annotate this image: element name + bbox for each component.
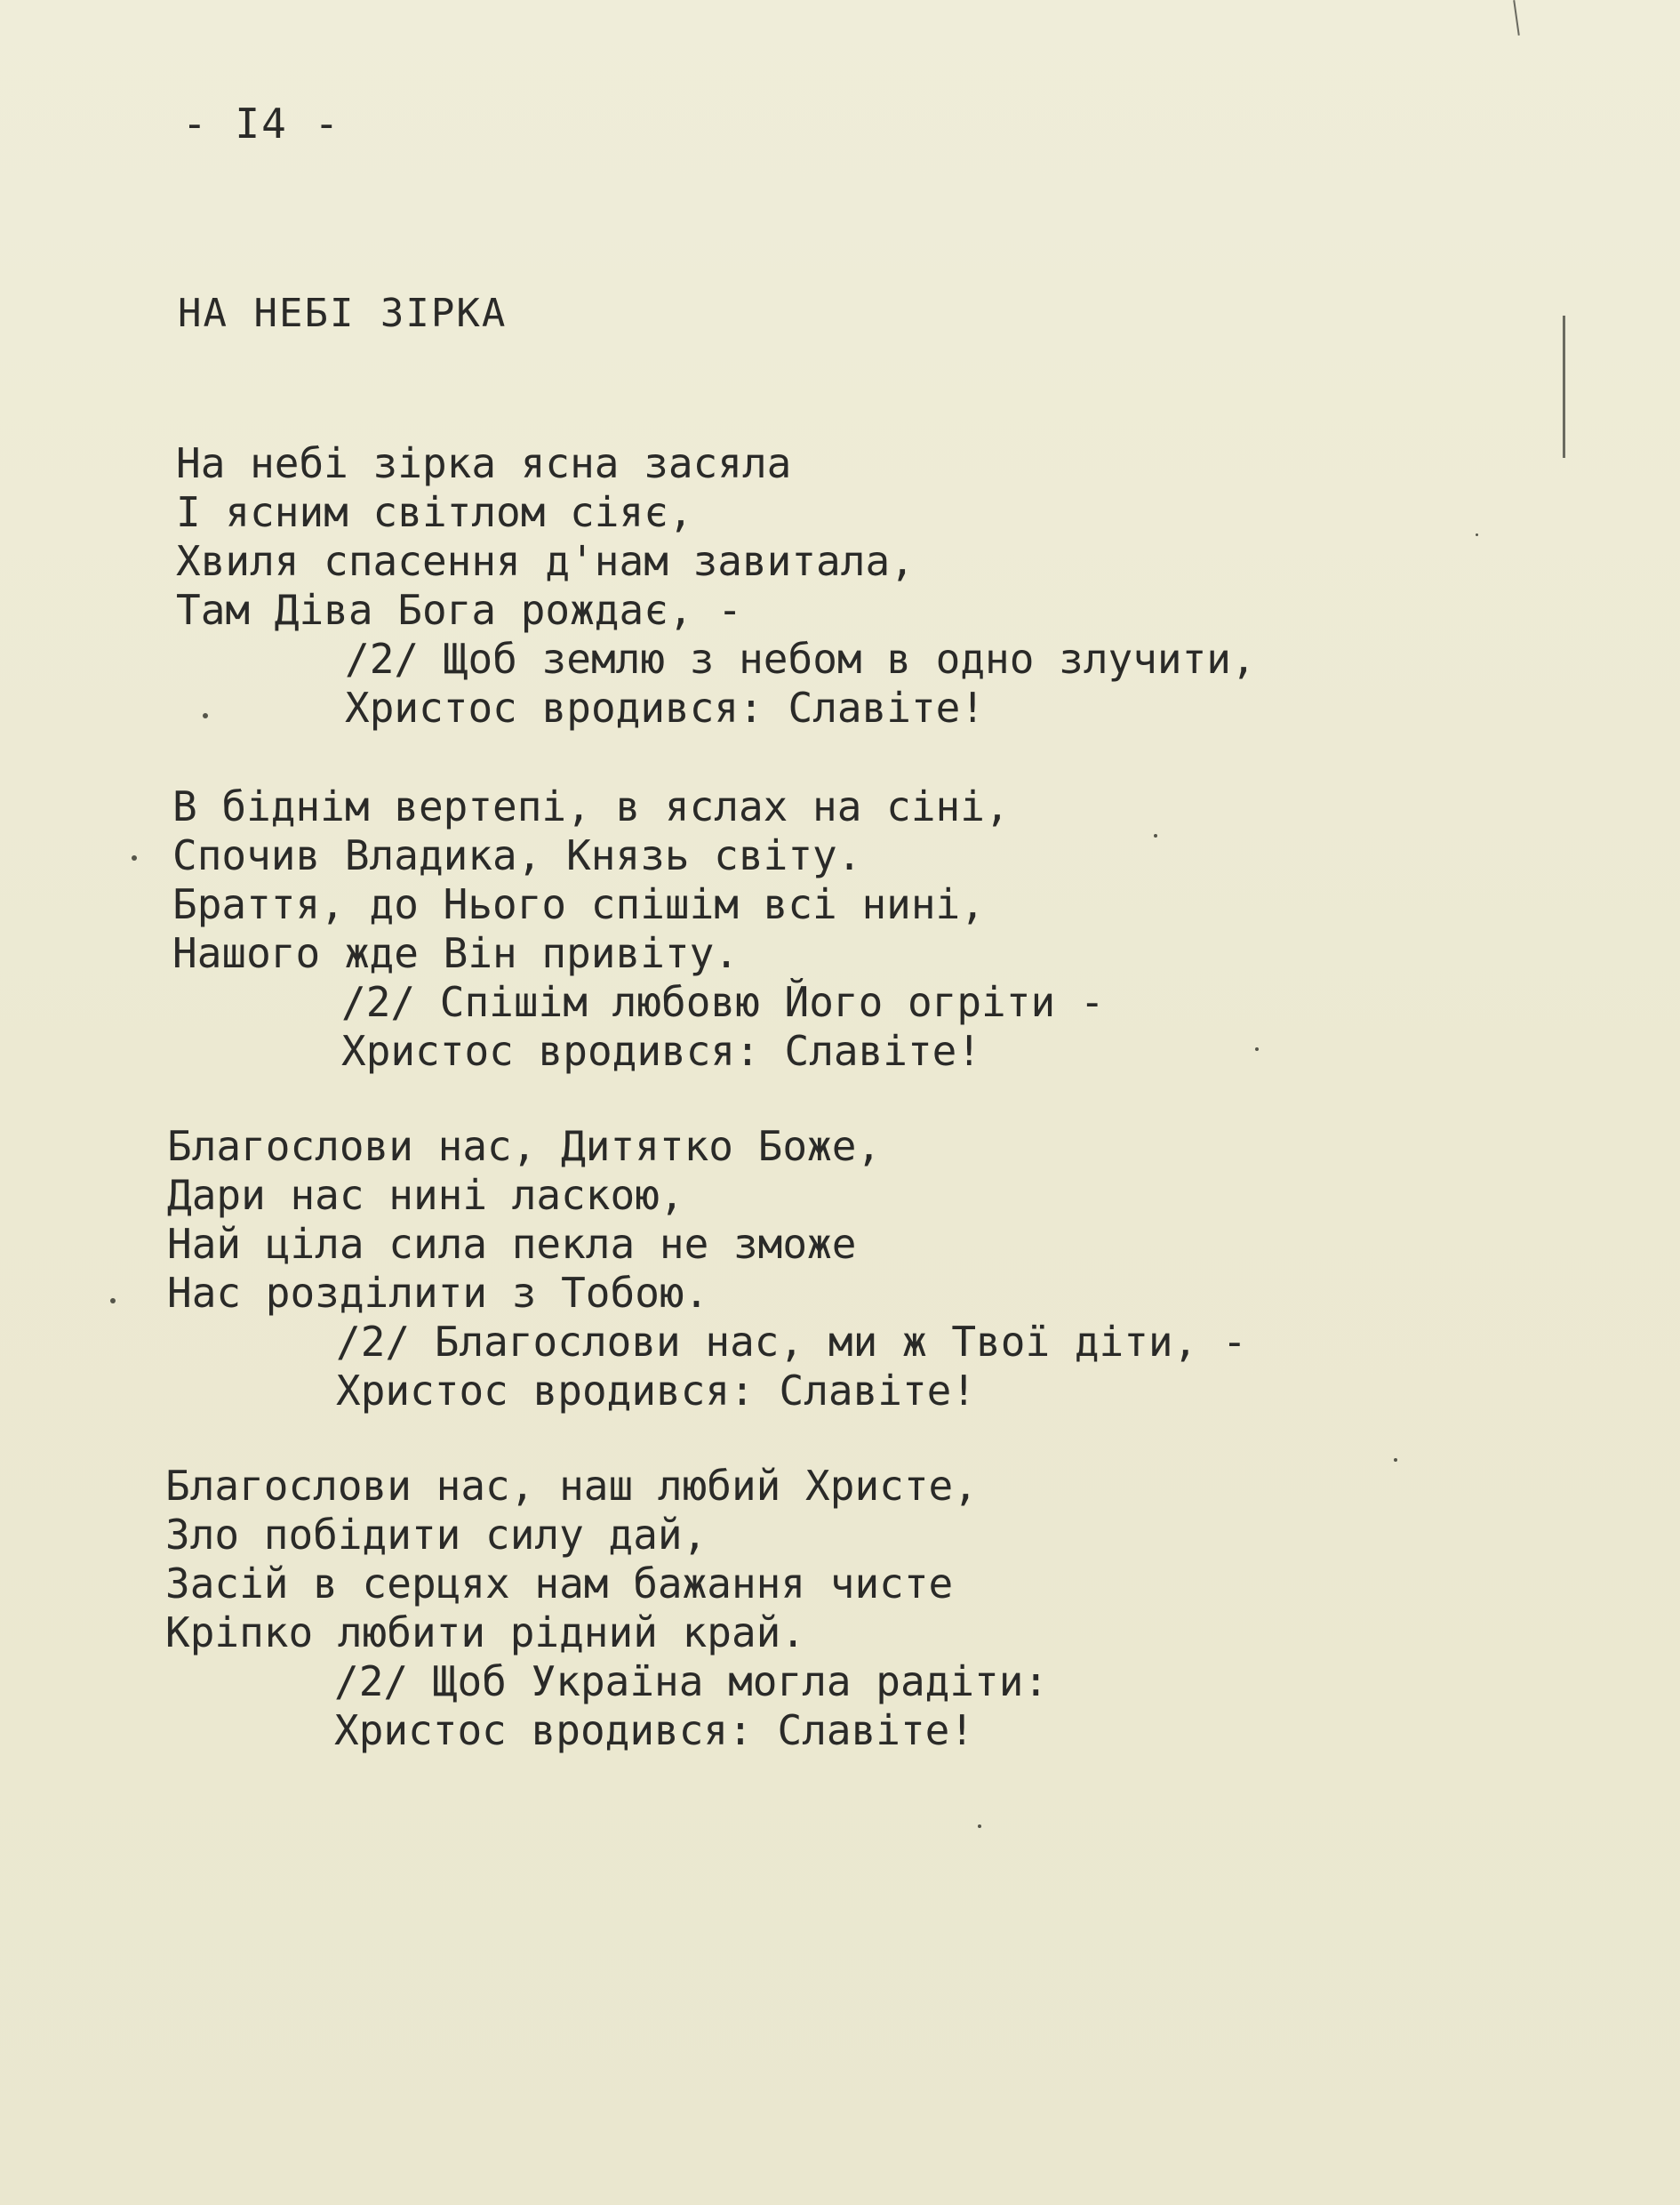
paper-speck — [132, 855, 137, 861]
verse-line: В біднім вертепі, в яслах на сіні, — [172, 782, 1010, 830]
refrain-line: Христос вродився: Славіте! — [345, 684, 986, 732]
refrain-line: /2/ Щоб Україна могла радіти: — [334, 1657, 1049, 1705]
paper-speck — [110, 1298, 116, 1303]
verse-line: Най ціла сила пекла не зможе — [167, 1220, 857, 1268]
verse-line: Нашого жде Він привіту. — [172, 929, 739, 977]
verse-line: І ясним світлом сіяє, — [176, 488, 693, 536]
verse-line: Дари нас нині ласкою, — [167, 1171, 684, 1219]
paper-speck — [1255, 1047, 1259, 1051]
verse-line: Засій в серцях нам бажання чисте — [165, 1560, 954, 1608]
paper-edge-mark — [1563, 316, 1565, 458]
paper-speck — [978, 1824, 981, 1828]
stanza-4 — [165, 1462, 1048, 1755]
verse-line: Нас розділити з Тобою. — [167, 1269, 709, 1317]
paper-speck — [1394, 1458, 1397, 1462]
paper-speck — [1154, 834, 1157, 838]
stanza-2 — [172, 782, 1105, 1076]
verse-line: Благослови нас, наш любий Христе, — [165, 1462, 978, 1510]
refrain-line: /2/ Щоб землю з небом в одно злучити, — [345, 635, 1256, 683]
verse-line: Там Діва Бога рождає, - — [176, 586, 742, 634]
verse-line: Зло побідити силу дай, — [165, 1511, 708, 1559]
refrain-line: Христос вродився: Славіте! — [334, 1706, 975, 1754]
verse-line: Благослови нас, Дитятко Боже, — [167, 1122, 882, 1170]
song-title: НА НЕБІ ЗІРКА — [178, 291, 508, 336]
paper-speck — [203, 713, 208, 718]
verse-line: Браття, до Нього спішім всі нині, — [172, 880, 985, 928]
paper-edge-mark — [1513, 0, 1520, 36]
verse-line: На небі зірка ясна засяла — [176, 439, 792, 487]
refrain-line: /2/ Спішім любовю Його огріти - — [341, 978, 1105, 1026]
refrain-line: /2/ Благослови нас, ми ж Твої діти, - — [336, 1318, 1247, 1366]
verse-line: Спочив Владика, Князь світу. — [172, 831, 862, 879]
refrain-line: Христос вродився: Славіте! — [336, 1367, 977, 1415]
refrain-line: Христос вродився: Славіте! — [341, 1027, 982, 1075]
verse-line: Хвиля спасення д'нам завитала, — [176, 537, 915, 585]
stanza-3 — [167, 1122, 1247, 1415]
verse-line: Кріпко любити рідний край. — [165, 1608, 806, 1656]
page-number: - I4 - — [182, 100, 341, 148]
paper-speck — [1476, 533, 1478, 536]
stanza-1 — [176, 439, 1256, 733]
